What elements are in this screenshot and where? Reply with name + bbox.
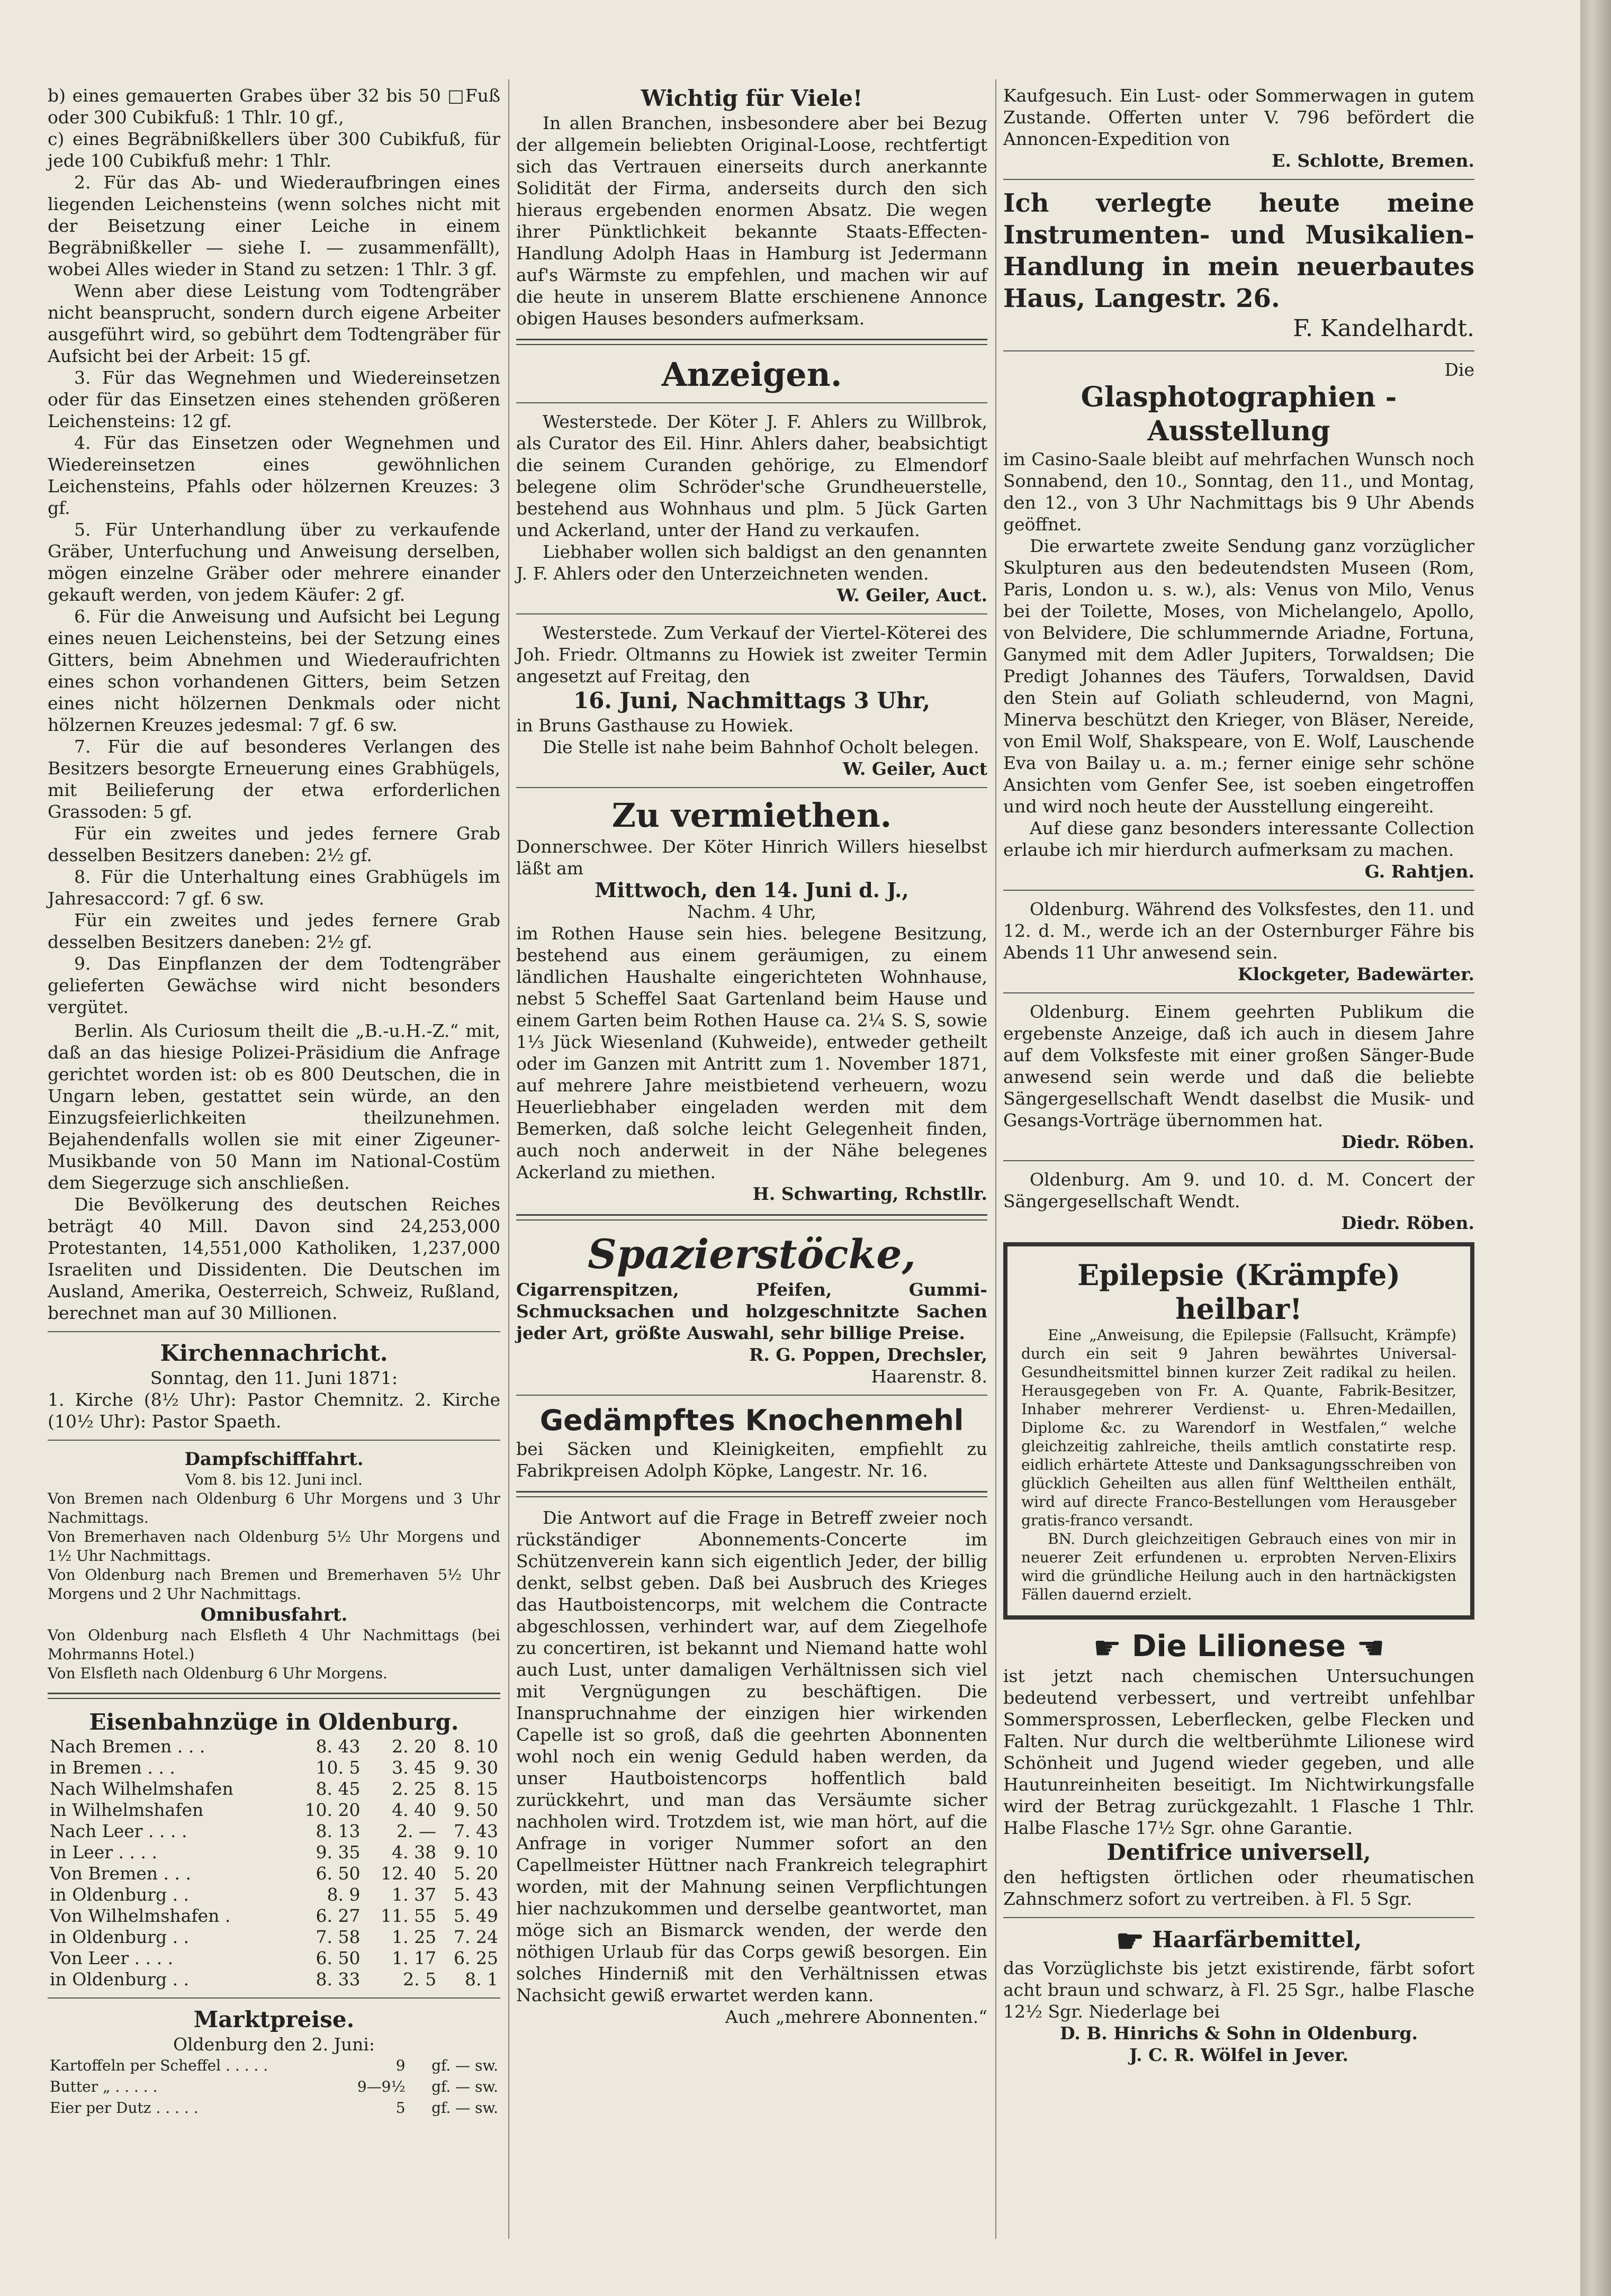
train-time: 8. 9 (327, 1884, 361, 1905)
vermiethen-date: Mittwoch, den 14. Juni d. J., (595, 878, 909, 902)
train-time: 7. 58 (316, 1927, 361, 1947)
market-price: 9 (395, 2057, 406, 2074)
fee-item: 6. Für die Anweisung und Aufsicht bei Legung eines neuen Leichensteins, bei der Setzung eines Gitters, beim Abnehmen und Wiederaufrichten eines schon vorhandenen Gitters, beim Setzen eines nicht hölzernen Denkmals oder nicht hölzernen Kreuzes jedesmal: 7 gf. 6 sw. (48, 606, 500, 735)
train-time: 10. 5 (316, 1757, 361, 1778)
fee-item: 3. Für das Wegnehmen und Wiedereinsetzen oder für das Einsetzen eines stehenden größeren Leichensteins: 12 gf. (48, 367, 500, 431)
train-row (48, 1863, 500, 1884)
anzeigen-title: Anzeigen. (661, 355, 842, 394)
train-route: Von Wilhelmshafen . (50, 1905, 231, 1926)
train-time: 4. 40 (392, 1800, 437, 1820)
fee-item: 7. Für die auf besonderes Verlangen des Besitzers besorgte Erneuerung eines Grabhügels, mit Beilieferung der etwa erforderlichen Grassoden: 5 gf. (48, 736, 500, 822)
train-time: 8. 1 (465, 1969, 498, 1990)
divider (48, 1997, 500, 1999)
train-route: Von Bremen . . . (50, 1863, 191, 1884)
fee-item: 8. Für die Unterhaltung eines Grabhügels im Jahresaccord: 7 gf. 6 sw. (48, 866, 500, 909)
train-time: 8. 33 (316, 1969, 361, 1990)
fee-item: 5. Für Unterhandlung über zu verkaufende Gräber, Unterfuchung und Anweisung derselben, mögen einzelne Gräber oder mehrere einander gekauft werden, von jedem Käufer: 2 gf. (48, 519, 500, 605)
pointing-hand-icon: ☛ (1356, 1629, 1385, 1667)
dampf-line: Von Oldenburg nach Bremen und Bremerhaven 5½ Uhr Morgens und 2 Uhr Nachmittags. (48, 1566, 500, 1603)
divider (1003, 1160, 1474, 1161)
train-route: Nach Leer . . . . (50, 1821, 187, 1841)
market-unit: gf. — sw. (431, 2057, 498, 2074)
lilionese-text: ist jetzt nach chemischen Untersuchungen bedeutend verbessert, und vertreibt unfehlbar Sommersprossen, Leberflecken, gelbe Flecken und Falten. Nur durch die weltberühmte Lilionese wird Schönheit und Jugend wieder gegeben, und alle Hautunreinheiten beseitigt. Im Nichtwirkungsfalle wird der Betrag zurückgezahlt. 1 Flasche 1 Thlr. Halbe Flasche 17½ Sgr. ohne Garantie. (1003, 1666, 1474, 1838)
market-item: Butter „ . . . . . (50, 2078, 158, 2095)
train-route: Nach Bremen . . . (50, 1736, 205, 1757)
epilepsie-box (1003, 1242, 1474, 1620)
column-rule (508, 79, 509, 2239)
faehre-signature: Klockgeter, Badewärter. (1237, 964, 1474, 984)
omni-line: Von Oldenburg nach Elsfleth 4 Uhr Nachmittags (bei Mohrmanns Hotel.) (48, 1626, 500, 1663)
wichtig-title: Wichtig für Viele! (641, 85, 863, 111)
train-time: 6. 27 (316, 1905, 361, 1926)
divider (1003, 992, 1474, 993)
train-time: 1. 37 (392, 1884, 437, 1905)
kaufgesuch-ad: Kaufgesuch. Ein Lust- oder Sommerwagen in gutem Zustande. Offerten unter V. 796 befördert die Annoncen-Expedition von (1003, 85, 1474, 149)
oltmanns-note: Die Stelle ist nahe beim Bahnhof Ocholt belegen. (543, 737, 979, 757)
vermiethen-signature: H. Schwarting, Rchstllr. (752, 1183, 987, 1204)
berlin-notice: Berlin. Als Curiosum theilt die „B.-u.H.-Z.“ mit, daß an das hiesige Polizei-Präsidium die Anfrage gerichtet worden ist: ob es 800 Deutschen, die in Ungarn leben, gestattet sein würde, an den Einzugsfeierlichkeiten theilzunehmen. Bejahendenfalls wollen sie mit einer Zigeuner-Musikbande von 50 Mann im National-Costüm dem Siegerzuge sich anschließen. (48, 1020, 500, 1193)
train-route: in Oldenburg . . (50, 1969, 190, 1990)
train-row (48, 1927, 500, 1948)
market-row (48, 2055, 500, 2076)
market-row (48, 2098, 500, 2119)
knochen-text: bei Säcken und Kleinigkeiten, empfiehlt zu Fabrikpreisen Adolph Köpke, Langestr. Nr. 16. (516, 1439, 987, 1481)
ahlers-ad-2: Liebhaber wollen sich baldigst an den genannten J. F. Ahlers oder den Unterzeichneten wenden. (516, 541, 987, 584)
instrumente-ad: Ich verlegte heute meine Instrumenten- und Musikalien-Handlung in mein neuerbautes Haus, Langestr. 26. (1003, 188, 1474, 313)
train-time: 8. 15 (454, 1778, 498, 1799)
saenger-ad: Oldenburg. Einem geehrten Publikum die ergebenste Anzeige, daß ich auch in diesem Jahre auf dem Volksfeste mit einer großen Sänger-Bude anwesend sein werde und daß die beliebte Sängergesellschaft Wendt daselbst die Musik- und Gesangs-Vorträge übernommen hat. (1003, 1001, 1474, 1131)
omni-line: Von Elsfleth nach Oldenburg 6 Uhr Morgens. (48, 1665, 388, 1682)
train-time: 4. 38 (392, 1842, 437, 1863)
divider (48, 1693, 500, 1699)
instrumente-signature: F. Kandelhardt. (1293, 315, 1474, 342)
train-time: 6. 25 (454, 1948, 498, 1968)
divider (516, 787, 987, 788)
train-time: 2. 5 (403, 1969, 437, 1990)
fee-item: Für ein zweites und jedes fernere Grab desselben Besitzers daneben: 2½ gf. (48, 910, 500, 952)
knochen-title: Gedämpftes Knochenmehl (539, 1404, 964, 1437)
train-row (48, 1948, 500, 1969)
haar-title: Haarfärbemittel, (1152, 1927, 1362, 1952)
divider (1003, 179, 1474, 180)
column-left (48, 85, 500, 2119)
train-time: 2. — (397, 1821, 437, 1841)
glas-text-3: Auf diese ganz besonders interessante Collection erlaube ich mir hierdurch aufmerksam zu machen. (1003, 818, 1474, 860)
train-row (48, 1905, 500, 1927)
column-rule (995, 79, 996, 2239)
dentifrice-text: den heftigsten örtlichen oder rheumatischen Zahnschmerz sofort zu vertreiben. à Fl. 5 Sgr. (1003, 1867, 1474, 1909)
kirche-title: Kirchennachricht. (160, 1340, 388, 1366)
spazier-title: Spazierstöcke, (587, 1231, 916, 1278)
divider (1003, 1917, 1474, 1918)
train-row (48, 1969, 500, 1990)
train-row (48, 1884, 500, 1905)
train-time: 7. 43 (454, 1821, 498, 1841)
train-time: 6. 50 (316, 1863, 361, 1884)
bahn-title: Eisenbahnzüge in Oldenburg. (89, 1709, 459, 1735)
spazier-address: Haarenstr. 8. (871, 1366, 987, 1387)
divider (516, 613, 987, 614)
glas-title: Glasphotographien - Ausstellung (1081, 381, 1397, 447)
haar-signature-2: J. C. R. Wölfel in Jever. (1129, 2045, 1348, 2065)
oltmanns-signature: W. Geiler, Auct (842, 758, 987, 779)
train-time: 9. 10 (454, 1842, 498, 1863)
fee-item: b) eines gemauerten Grabes über 32 bis 50 □Fuß oder 300 Cubikfuß: 1 Thlr. 10 gf., (48, 85, 500, 128)
kirche-text: 1. Kirche (8½ Uhr): Pastor Chemnitz. 2. Kirche (10½ Uhr): Pastor Spaeth. (48, 1389, 500, 1432)
haar-signature-1: D. B. Hinrichs & Sohn in Oldenburg. (1059, 2023, 1418, 2044)
ahlers-signature: W. Geiler, Auct. (836, 585, 987, 605)
train-time: 1. 17 (392, 1948, 437, 1968)
train-time: 5. 49 (454, 1905, 498, 1926)
train-route: in Leer . . . . (50, 1842, 157, 1863)
market-price: 9—9½ (357, 2078, 406, 2095)
market-unit: gf. — sw. (431, 2078, 498, 2095)
glas-text-2: Die erwartete zweite Sendung ganz vorzüglicher Skulpturen aus den bedeutendsten Museen (Rom, Paris, London u. s. w.), als: Venus von Milo, Venus bei der Toilette, Moses, von Michelangelo, Apollo, von Belvidere, Die schlummernde Ariadne, Fortuna, Ganymed mit dem Adler Jupiters, Torwaldsen; Die Predigt Johannes des Täufers, Torwaldsen, David den Stein auf Goliath schleudernd, von Magni, Minerva beschützt den Krieger, von Bläser, Nereide, von Emil Wolf, Shakspeare, von E. Wolf, Lauschende Eva von Bailay u. a. m.; ferner einige sehr schöne Ansichten vom Genfer See, ist soeben eingetroffen und wird noch heute der Ausstellung eingereiht. (1003, 536, 1474, 817)
market-table (48, 2055, 500, 2119)
markt-sub: Oldenburg den 2. Juni: (173, 2034, 375, 2055)
dentifrice-title: Dentifrice universell, (1106, 1839, 1371, 1865)
dampf-line: Von Bremen nach Oldenburg 6 Uhr Morgens und 3 Uhr Nachmittags. (48, 1490, 500, 1526)
market-item: Eier per Dutz . . . . . (50, 2099, 199, 2117)
glas-signature: G. Rahtjen. (1364, 861, 1474, 882)
train-route: in Wilhelmshafen (50, 1800, 204, 1820)
train-time: 9. 35 (316, 1842, 361, 1863)
divider (1003, 350, 1474, 351)
train-time: 11. 55 (381, 1905, 437, 1926)
concert-ad: Oldenburg. Am 9. und 10. d. M. Concert der Sängergesellschaft Wendt. (1003, 1169, 1474, 1212)
ahlers-ad: Westerstede. Der Köter J. F. Ahlers zu Willbrok, als Curator des Eil. Hinr. Ahlers daher, beabsichtigt die seinem Curanden gehörige, zu Elmendorf belegene olim Schröder'sche Grundheuerstelle, bestehend aus Wohnhaus und plm. 5 Jück Garten und Ackerland, unter der Hand zu verkaufen. (516, 411, 987, 540)
pointing-hand-icon: ☛ (1115, 1923, 1145, 1960)
fee-item: Wenn aber diese Leistung vom Todtengräber nicht beansprucht, sondern durch eigene Arbeiter ausgeführt wird, so gebührt dem Todtengräber für Aufsicht bei der Arbeit: 15 gf. (48, 281, 500, 366)
train-row (48, 1757, 500, 1778)
train-time: 9. 30 (454, 1757, 498, 1778)
divider (516, 339, 987, 345)
train-time: 2. 20 (392, 1736, 437, 1757)
train-route: in Oldenburg . . (50, 1884, 190, 1905)
dampf-line: Von Bremerhaven nach Oldenburg 5½ Uhr Morgens und 1½ Uhr Nachmittags. (48, 1528, 500, 1565)
haar-title-row (1003, 1923, 1474, 1960)
train-route: Von Leer . . . . (50, 1948, 174, 1968)
vermiethen-text: im Rothen Hause sein hies. belegene Besitzung, bestehend aus einem geräumigen, zu einem ländlichen Haushalte eingerichteten Wohnhause, nebst 5 Scheffel Saat Gartenland beim Hause und einem Garten beim Rothen Hause ca. 2¼ S. S, sowie 1⅓ Jück Wiesenland (Kuhweide), entweder getheilt oder im Ganzen mit Antritt zum 1. November 1871, auf mehrere Jahre meistbietend verheuern, wozu Heuerliebhaber eingeladen werden mit dem Bemerken, daß solche leicht Gelegenheit finden, auch noch anderweit in der Nähe belegenes Ackerland zu miethen. (516, 923, 987, 1182)
train-route: Nach Wilhelmshafen (50, 1778, 233, 1799)
fee-list (48, 85, 500, 1018)
vermiethen-title: Zu vermiethen. (611, 796, 892, 835)
divider (48, 1440, 500, 1441)
epilepsie-title: Epilepsie (Krämpfe) (1077, 1258, 1401, 1292)
train-time: 1. 25 (392, 1927, 437, 1947)
fee-item: c) eines Begräbnißkellers über 300 Cubikfuß, für jede 100 Cubikfuß mehr: 1 Thlr. (48, 129, 500, 171)
saenger-signature: Diedr. Röben. (1341, 1132, 1474, 1152)
train-row (48, 1842, 500, 1863)
column-middle (516, 85, 987, 2028)
dampf-sub: Vom 8. bis 12. Juni incl. (185, 1471, 363, 1488)
fee-item: 4. Für das Einsetzen oder Wegnehmen und Wiedereinsetzen eines gewöhnlichen Leichensteins, Pfahls oder hölzernen Kreuzes: 3 gf. (48, 432, 500, 518)
train-time: 5. 43 (454, 1884, 498, 1905)
lilionese-title: Die Lilionese (1131, 1629, 1346, 1664)
antwort-text: Die Antwort auf die Frage in Betreff zweier noch rückständiger Abonnements-Concerte im Schützenverein kann sich eigentlich Jeder, der billig denkt, selbst geben. Daß bei Ausbruch des Krieges das Hautboistencorps, mit welchem die Contracte abgeschlossen, verhindert war, auf dem Ziegelhofe zu concertiren, ist bekannt und Niemand hatte wohl auch Lust, unter damaligen Verhältnissen sich viel mit Vergnügungen zu beschäftigen. Die Inanspruchnahme der einzigen hier wirkenden Capelle ist so groß, daß die geehrten Abonnenten wohl noch ein wenig Geduld haben werden, da unser Hautboistencorps hoffentlich bald zurückkehrt, und man das Versäumte sicher nachholen wird. Trotzdem ist, wie man hört, auf die Anfrage in voriger Nummer sofort an den Capellmeister Hüttner nach Frankreich telegraphirt worden, mit der Mahnung seinen Verpflichtungen hier nachzukommen und derselbe geantwortet, man möge sich an Bismarck wenden, der werde den nöthigen Urlaub für das Corps gewiß besorgen. Ein solches Hinderniß mit den Verhältnissen etwas Nachsicht gewiß erwartet werden kann. (516, 1507, 987, 2005)
train-row (48, 1821, 500, 1842)
oltmanns-place: in Bruns Gasthause zu Howiek. (516, 715, 794, 736)
markt-title: Marktpreise. (193, 2006, 355, 2032)
spazier-signature: R. G. Poppen, Drechsler, (749, 1344, 987, 1365)
wichtig-text: In allen Branchen, insbesondere aber bei Bezug der allgemein beliebten Original-Loose, rechtfertigt sich das Vertrauen einerseits durch anerkannte Solidität der Firma, anderseits durch den sich hieraus ergebenden enormen Absatz. Die wegen ihrer Pünktlichkeit bekannte Staats-Effecten-Handlung Adolph Haas in Hamburg ist Jedermann auf's Wärmste zu empfehlen, und machen wir auf die heute in unserem Blatte erschienene Annonce obigen Hauses besonders aufmerksam. (516, 113, 987, 329)
market-price: 5 (395, 2099, 406, 2117)
divider (516, 1214, 987, 1221)
spazier-text: Cigarrenspitzen, Pfeifen, Gummi-Schmucksachen und holzgeschnitzte Sachen jeder Art, größte Auswahl, sehr billige Preise. (516, 1279, 987, 1343)
page-edge (1580, 0, 1611, 2296)
divider (48, 1331, 500, 1332)
glas-text: im Casino-Saale bleibt auf mehrfachen Wunsch noch Sonnabend, den 10., Sonntag, den 11., und Montag, den 12., von 3 Uhr Nachmittags bis 9 Uhr Abends geöffnet. (1003, 449, 1474, 535)
pointing-hand-icon: ☛ (1093, 1629, 1122, 1667)
train-row (48, 1778, 500, 1800)
train-time: 7. 24 (454, 1927, 498, 1947)
haar-text: das Vorzüglichste bis jetzt existirende, färbt sofort acht braun und schwarz, à Fl. 25 Sgr., halbe Flasche 12½ Sgr. Niederlage bei (1003, 1958, 1474, 2022)
train-time: 8. 45 (316, 1778, 361, 1799)
faehre-ad: Oldenburg. Während des Volksfestes, den 11. und 12. d. M., werde ich an der Osternburger Fähre bis Abends 11 Uhr anwesend sein. (1003, 899, 1474, 963)
train-time: 8. 13 (316, 1821, 361, 1841)
epilepsie-title-2: heilbar! (1175, 1292, 1302, 1326)
train-route: in Bremen . . . (50, 1757, 175, 1778)
train-time: 6. 50 (316, 1948, 361, 1968)
train-time: 8. 10 (454, 1736, 498, 1757)
train-row (48, 1736, 500, 1757)
epilepsie-text-2: BN. Durch gleichzeitigen Gebrauch eines von mir in neuerer Zeit erfundenen u. erprobten Nerven-Elixirs wird die gründliche Heilung auch in den hartnäckigsten Fällen dauernd erzielt. (1021, 1530, 1456, 1603)
train-time: 9. 50 (454, 1800, 498, 1820)
divider (516, 402, 987, 403)
train-row (48, 1800, 500, 1821)
train-time: 3. 45 (392, 1757, 437, 1778)
train-time: 5. 20 (454, 1863, 498, 1884)
concert-signature: Diedr. Röben. (1341, 1213, 1474, 1233)
fee-item: 2. Für das Ab- und Wiederaufbringen eines liegenden Leichensteins (wenn solches nicht mit der Beisetzung einer Leiche in einem Begräbnißkeller — siehe I. — zusammenfällt), wobei Alles wieder in Stand zu setzen: 1 Thlr. 3 gf. (48, 172, 500, 279)
omni-title: Omnibusfahrt. (200, 1604, 348, 1625)
train-time: 8. 43 (316, 1736, 361, 1757)
train-route: in Oldenburg . . (50, 1927, 190, 1947)
divider (1003, 890, 1474, 891)
epilepsie-text: Eine „Anweisung, die Epilepsie (Fallsucht, Krämpfe) durch ein seit 9 Jahren bewährtes Universal-Gesundheitsmittel binnen kurzer Zeit radikal zu heilen. Herausgegeben von Fr. A. Quante, Fabrik-Besitzer, Inhaber mehrerer Verdienst- u. Ehren-Medaillen, Diplome &c. zu Warendorf in Westfalen,“ welche gleichzeitig zahlreiche, theils amtlich constatirte resp. eidlich erhärtete Atteste und Danksagungsschreiben von glücklich Geheilten aus allen fünf Welttheilen enthält, wird auf directe Franco-Bestellungen vom Herausgeber gratis-franco versandt. (1021, 1326, 1456, 1529)
market-item: Kartoffeln per Scheffel . . . . . (50, 2057, 268, 2074)
kirche-date: Sonntag, den 11. Juni 1871: (150, 1368, 398, 1388)
reich-notice: Die Bevölkerung des deutschen Reiches beträgt 40 Mill. Davon sind 24,253,000 Protestanten, 14,551,000 Katholiken, 1,237,000 Israeliten und Dissidenten. Die Deutschen im Ausland, Amerika, Oesterreich, Schweiz, Rußland, berechnet man auf 30 Millionen. (48, 1194, 500, 1323)
train-time: 2. 25 (392, 1778, 437, 1799)
market-row (48, 2076, 500, 2098)
fee-item: Für ein zweites und jedes fernere Grab desselben Besitzers daneben: 2½ gf. (48, 823, 500, 865)
dampf-title: Dampfschifffahrt. (184, 1449, 364, 1470)
divider (516, 1395, 987, 1396)
vermiethen-time: Nachm. 4 Uhr, (687, 901, 816, 922)
oltmanns-ad: Westerstede. Zum Verkauf der Viertel-Köterei des Joh. Friedr. Oltmanns zu Howiek ist zweiter Termin angesetzt auf Freitag, den (516, 622, 987, 686)
glas-pre: Die (1444, 359, 1474, 380)
train-time: 12. 40 (381, 1863, 437, 1884)
divider (516, 1491, 987, 1497)
train-time: 10. 20 (304, 1800, 361, 1820)
column-right (1003, 85, 1474, 2066)
vermiethen-lead: Donnerschwee. Der Köter Hinrich Willers hieselbst läßt am (516, 836, 987, 879)
fee-item: 9. Das Einpflanzen der dem Todtengräber gelieferten Gewächse wird nicht besonders vergütet. (48, 953, 500, 1017)
market-unit: gf. — sw. (431, 2099, 498, 2117)
kaufgesuch-signature: E. Schlotte, Bremen. (1272, 150, 1474, 171)
oltmanns-date: 16. Juni, Nachmittags 3 Uhr, (573, 688, 931, 713)
train-table (48, 1736, 500, 1990)
antwort-signature: Auch „mehrere Abonnenten.“ (725, 2006, 987, 2027)
lilionese-title-row (1003, 1628, 1474, 1665)
